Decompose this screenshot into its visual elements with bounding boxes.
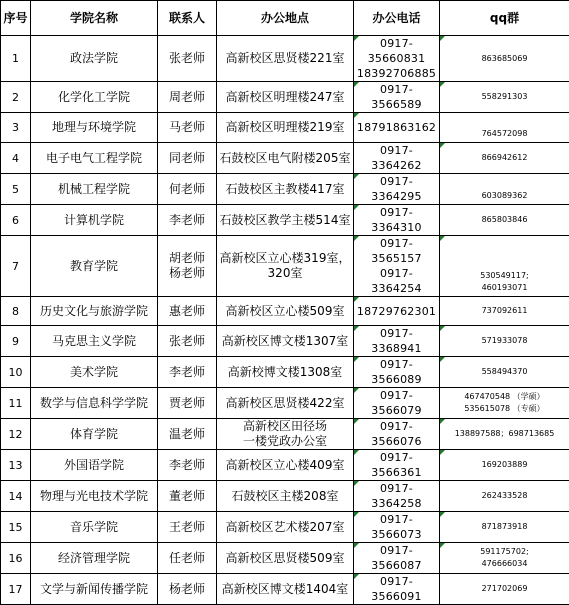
table-row [1,388,569,419]
contact-line: 惠老师 [160,304,214,319]
cell-index: 10 [1,357,31,388]
contact-line: 何老师 [160,182,214,197]
cell-college: 化学化工学院 [31,82,158,113]
header-phone: 办公电话 [354,1,440,36]
comment-marker-icon [354,574,359,579]
cell-phone [354,481,440,512]
cell-phone [354,36,440,82]
phone-line: 0917-3566073 [356,512,437,542]
table-row [1,36,569,82]
cell-phone [354,419,440,450]
phone-line: 0917-3364310 [356,205,437,235]
table-row [1,512,569,543]
comment-marker-icon [440,82,445,87]
contact-line: 周老师 [160,90,214,105]
cell-index: 12 [1,419,31,450]
cell-location [217,450,354,481]
cell-contact [158,543,217,574]
phone-line: 0917-35660831 [356,36,437,66]
contact-line: 董老师 [160,489,214,504]
phone-line: 18791863162 [356,120,437,135]
cell-location [217,512,354,543]
location-line: 320室 [219,266,351,281]
cell-location [217,388,354,419]
phone-line: 0917-3364258 [356,481,437,511]
cell-location [217,236,354,297]
table-row [1,450,569,481]
cell-index: 1 [1,36,31,82]
phone-line: 0917-3565157 [356,236,437,266]
header-index: 序号 [1,1,31,36]
qq-line: 262433528 [442,490,567,502]
table-body [1,36,569,605]
header-contact: 联系人 [158,1,217,36]
qq-line: 476666034 [442,558,567,570]
cell-qq [440,82,569,113]
cell-contact [158,481,217,512]
cell-qq [440,450,569,481]
cell-location [217,357,354,388]
comment-marker-icon [354,174,359,179]
cell-index: 11 [1,388,31,419]
cell-contact [158,450,217,481]
contact-line: 马老师 [160,120,214,135]
location-line: 高新校区思贤楼509室 [219,551,351,566]
location-line: 石鼓校区教学主楼514室 [219,213,351,228]
phone-line: 0917-3368941 [356,326,437,356]
phone-line: 0917-3566089 [356,357,437,387]
cell-college: 数学与信息科学学院 [31,388,158,419]
phone-line: 0917-3566079 [356,388,437,418]
contact-line: 杨老师 [160,582,214,597]
cell-index: 9 [1,326,31,357]
cell-phone [354,297,440,326]
comment-marker-icon [354,388,359,393]
cell-phone [354,113,440,143]
qq-line: 530549117; [440,270,569,282]
header-row [1,1,569,36]
table-row [1,174,569,205]
cell-phone [354,543,440,574]
comment-marker-icon [440,36,445,41]
location-line: 高新校区立心楼409室 [219,458,351,473]
comment-marker-icon [354,36,359,41]
cell-contact [158,236,217,297]
qq-line: 871873918 [442,521,567,533]
comment-marker-icon [354,113,359,118]
cell-phone [354,236,440,297]
cell-contact [158,419,217,450]
table-row [1,357,569,388]
location-line: 高新校区田径场 [219,419,351,434]
phone-line: 18729762301 [356,304,437,319]
qq-line: 467470548 （学硕） [442,391,567,403]
cell-phone [354,82,440,113]
comment-marker-icon [354,543,359,548]
cell-contact [158,205,217,236]
cell-college: 外国语学院 [31,450,158,481]
cell-index: 6 [1,205,31,236]
table-row [1,481,569,512]
cell-index: 15 [1,512,31,543]
location-line: 石鼓校区主楼208室 [219,489,351,504]
cell-location [217,205,354,236]
location-line: 高新校区立心楼509室 [219,304,351,319]
cell-contact [158,512,217,543]
cell-qq [440,543,569,574]
cell-phone [354,357,440,388]
cell-index: 4 [1,143,31,174]
qq-line: 535615078 （专硕） [442,403,567,415]
qq-wrapper [440,190,569,202]
comment-marker-icon [440,326,445,331]
cell-location [217,82,354,113]
comment-marker-icon [440,236,445,241]
cell-college: 机械工程学院 [31,174,158,205]
qq-line: 558494370 [442,366,567,378]
qq-line: 603089362 [440,190,569,202]
header-college: 学院名称 [31,1,158,36]
cell-location [217,481,354,512]
cell-qq [440,388,569,419]
cell-contact [158,143,217,174]
cell-college: 教育学院 [31,236,158,297]
cell-qq [440,512,569,543]
qq-line: 138897588；698713685 [442,428,567,440]
qq-line: 863685069 [442,53,567,65]
location-line: 高新校区思贤楼422室 [219,396,351,411]
cell-phone [354,205,440,236]
phone-line: 0917-3566589 [356,82,437,112]
cell-qq [440,113,569,143]
location-line: 石鼓校区主教楼417室 [219,182,351,197]
qq-wrapper [440,128,569,140]
comment-marker-icon [440,450,445,455]
header-qq: qq群 [440,1,569,36]
cell-contact [158,388,217,419]
contact-line: 王老师 [160,520,214,535]
cell-qq [440,205,569,236]
contact-line: 同老师 [160,151,214,166]
comment-marker-icon [440,419,445,424]
cell-qq [440,481,569,512]
cell-index: 8 [1,297,31,326]
comment-marker-icon [354,357,359,362]
cell-qq [440,574,569,605]
comment-marker-icon [354,297,359,302]
contact-line: 胡老师 [160,251,214,266]
cell-phone [354,512,440,543]
cell-location [217,543,354,574]
qq-line: 169203889 [442,459,567,471]
cell-college: 地理与环境学院 [31,113,158,143]
comment-marker-icon [440,512,445,517]
cell-phone [354,174,440,205]
phone-line: 0917-3566076 [356,419,437,449]
table-row [1,419,569,450]
qq-line: 865803846 [442,214,567,226]
comment-marker-icon [354,326,359,331]
cell-contact [158,297,217,326]
qq-line: 571933078 [442,335,567,347]
location-line: 高新校区思贤楼221室 [219,51,351,66]
table-row [1,82,569,113]
location-line: 高新校区艺术楼207室 [219,520,351,535]
table-row [1,113,569,143]
contact-line: 李老师 [160,458,214,473]
location-line: 高新校区博文楼1404室 [219,582,351,597]
cell-qq [440,297,569,326]
table-row [1,574,569,605]
cell-college: 计算机学院 [31,205,158,236]
cell-index: 13 [1,450,31,481]
phone-line: 0917-3566087 [356,543,437,573]
cell-college: 物理与光电技术学院 [31,481,158,512]
qq-line: 460193071 [440,282,569,294]
phone-line: 0917-3566091 [356,574,437,604]
comment-marker-icon [440,357,445,362]
table-row [1,326,569,357]
cell-index: 5 [1,174,31,205]
cell-location [217,419,354,450]
cell-college: 经济管理学院 [31,543,158,574]
cell-phone [354,326,440,357]
cell-index: 16 [1,543,31,574]
cell-college: 文学与新闻传播学院 [31,574,158,605]
cell-location [217,174,354,205]
qq-wrapper [440,270,569,294]
contact-line: 李老师 [160,213,214,228]
cell-phone [354,450,440,481]
cell-index: 17 [1,574,31,605]
location-line: 一楼党政办公室 [219,434,351,449]
comment-marker-icon [354,512,359,517]
cell-phone [354,388,440,419]
phone-line: 0917-3364254 [356,266,437,296]
cell-phone [354,574,440,605]
phone-line: 0917-3364295 [356,174,437,204]
cell-college: 历史文化与旅游学院 [31,297,158,326]
cell-contact [158,174,217,205]
contact-line: 张老师 [160,51,214,66]
cell-contact [158,326,217,357]
cell-qq [440,143,569,174]
cell-contact [158,357,217,388]
cell-location [217,297,354,326]
cell-index: 7 [1,236,31,297]
phone-line: 18392706885 [356,66,437,81]
cell-college: 政法学院 [31,36,158,82]
qq-line: 558291303 [442,91,567,103]
comment-marker-icon [354,419,359,424]
qq-line: 271702069 [442,583,567,595]
comment-marker-icon [354,481,359,486]
cell-contact [158,574,217,605]
contact-line: 杨老师 [160,266,214,281]
table-row [1,205,569,236]
location-line: 高新校区明理楼219室 [219,120,351,135]
cell-qq [440,36,569,82]
qq-line: 737092611 [442,305,567,317]
comment-marker-icon [354,450,359,455]
cell-college: 美术学院 [31,357,158,388]
cell-qq [440,174,569,205]
cell-qq [440,326,569,357]
contact-line: 温老师 [160,427,214,442]
location-line: 高新校区明理楼247室 [219,90,351,105]
cell-qq [440,419,569,450]
comment-marker-icon [354,236,359,241]
location-line: 高新校区立心楼319室， [219,251,351,266]
qq-line: 591175702; [442,546,567,558]
comment-marker-icon [354,82,359,87]
cell-college: 电子电气工程学院 [31,143,158,174]
table-row [1,143,569,174]
contact-line: 李老师 [160,365,214,380]
cell-location [217,36,354,82]
contact-line: 贾老师 [160,396,214,411]
header-location: 办公地点 [217,1,354,36]
cell-index: 3 [1,113,31,143]
phone-line: 0917-3364262 [356,143,437,173]
table-row [1,236,569,297]
qq-line: 764572098 [440,128,569,140]
cell-contact [158,113,217,143]
cell-location [217,113,354,143]
cell-phone [354,143,440,174]
cell-index: 2 [1,82,31,113]
cell-location [217,574,354,605]
cell-location [217,143,354,174]
qq-line: 866942612 [442,152,567,164]
comment-marker-icon [354,205,359,210]
cell-college: 马克思主义学院 [31,326,158,357]
phone-line: 0917-3566361 [356,450,437,480]
table-row [1,297,569,326]
cell-qq [440,236,569,297]
location-line: 高新校博文楼1308室 [219,365,351,380]
cell-college: 音乐学院 [31,512,158,543]
cell-location [217,326,354,357]
cell-contact [158,36,217,82]
location-line: 高新校区博文楼1307室 [219,334,351,349]
location-line: 石鼓校区电气附楼205室 [219,151,351,166]
cell-index: 14 [1,481,31,512]
comment-marker-icon [440,543,445,548]
comment-marker-icon [440,143,445,148]
cell-qq [440,357,569,388]
contact-line: 张老师 [160,334,214,349]
table-row [1,543,569,574]
contact-line: 任老师 [160,551,214,566]
cell-contact [158,82,217,113]
cell-college: 体育学院 [31,419,158,450]
